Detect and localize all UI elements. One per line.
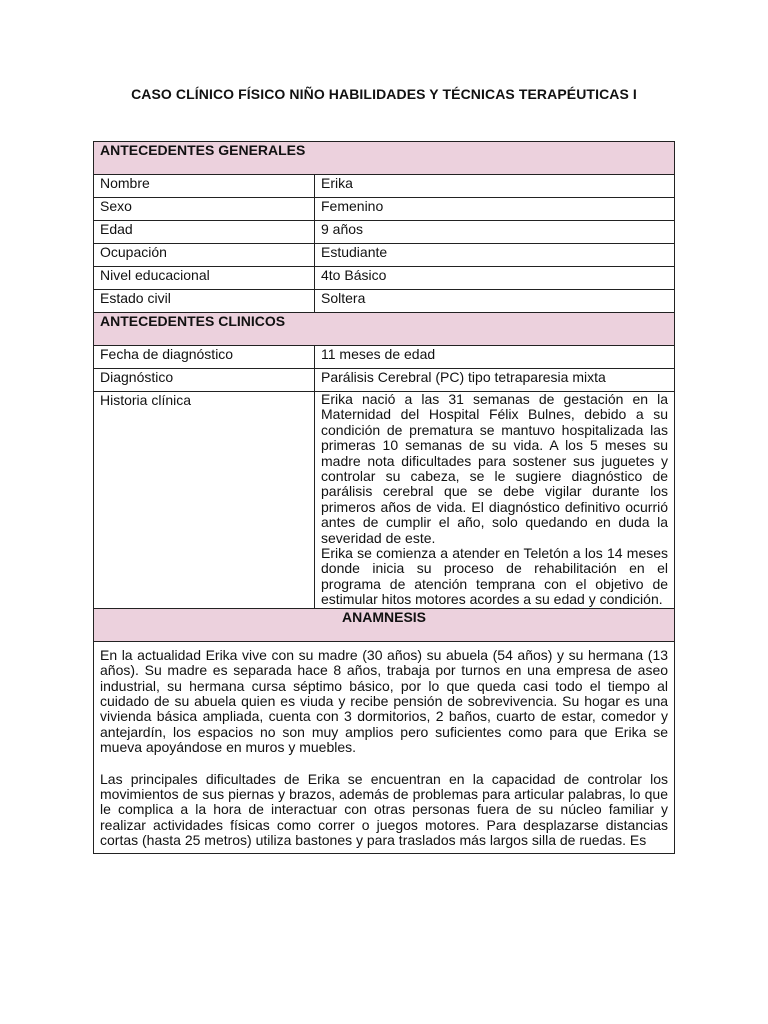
field-label: Sexo	[94, 198, 315, 221]
field-label: Estado civil	[94, 290, 315, 313]
section-header-general	[94, 142, 675, 175]
field-label: Nivel educacional	[94, 267, 315, 290]
field-value: Parálisis Cerebral (PC) tipo tetraparesia mixta	[315, 369, 675, 392]
field-value: Soltera	[315, 290, 675, 313]
field-label: Diagnóstico	[94, 369, 315, 392]
table-row	[94, 244, 675, 267]
table-row	[94, 175, 675, 198]
table-row	[94, 346, 675, 369]
clinical-case-table	[93, 141, 675, 854]
table-row	[94, 198, 675, 221]
history-paragraph: Erika nació a las 31 semanas de gestación en la Maternidad del Hospital Félix Bulnes, debido a su condición de prematura se mantuvo hospitalizada las primeras 10 semanas de su vida. A los 5 meses su madre nota dificultades para sostener sus juguetes y controlar su cabeza, se le sugiere diagnóstico de parálisis cerebral que se debe vigilar durante los primeros años de vida. El diagnóstico definitivo ocurrió antes de cumplir el año, solo quedando en duda la severidad de este.	[321, 391, 669, 546]
anamnesis-paragraph: Las principales dificultades de Erika se encuentran en la capacidad de controlar los movimientos de sus piernas y brazos, además de problemas para articular palabras, lo que le complica a la hora de interactuar con otras personas fuera de su núcleo familiar y realizar actividades físicas como correr o juegos motores. Para desplazarse distancias cortas (hasta 25 metros) utiliza bastones y para traslados más largos silla de ruedas. Es	[100, 770, 669, 849]
section-title-general: ANTECEDENTES GENERALES	[94, 142, 675, 175]
field-value: Estudiante	[315, 244, 675, 267]
field-label: Edad	[94, 221, 315, 244]
field-value: Erika	[315, 175, 675, 198]
field-label: Ocupación	[94, 244, 315, 267]
section-header-anamnesis	[94, 608, 675, 641]
anamnesis-row	[94, 641, 675, 853]
field-label: Nombre	[94, 175, 315, 198]
anamnesis-paragraph: En la actualidad Erika vive con su madre (30 años) su abuela (54 años) y su hermana (13 años). Su madre es separada hace 8 años, trabaja por turnos en una empresa de aseo industrial, su hermana cursa séptimo básico, por lo que queda casi todo el tiempo al cuidado de su abuela quien es viuda y recibe pensión de sobrevivencia. Su hogar es una vivienda básica ampliada, cuenta con 3 dormitorios, 2 baños, cuarto de estar, comedor y antejardín, los espacios no son muy amplios pero suficientes como para que Erika se mueva apoyándose en muros y muebles.	[100, 646, 669, 756]
table-row	[94, 369, 675, 392]
field-value: 4to Básico	[315, 267, 675, 290]
field-label: Historia clínica	[94, 392, 315, 609]
table-row	[94, 221, 675, 244]
section-title-clinical: ANTECEDENTES CLINICOS	[94, 313, 675, 346]
clinical-history-row	[94, 392, 675, 609]
clinical-history-text	[315, 392, 675, 609]
table-row	[94, 267, 675, 290]
field-value: Femenino	[315, 198, 675, 221]
field-value: 11 meses de edad	[315, 346, 675, 369]
document-title: CASO CLÍNICO FÍSICO NIÑO HABILIDADES Y TÉCNICAS TERAPÉUTICAS I	[131, 86, 637, 102]
history-paragraph: Erika se comienza a atender en Teletón a los 14 meses donde inicia su proceso de rehabilitación en el programa de atención temprana con el objetivo de estimular hitos motores acordes a su edad y condición.	[321, 545, 669, 608]
table-row	[94, 290, 675, 313]
section-title-anamnesis: ANAMNESIS	[94, 608, 675, 641]
section-header-clinical	[94, 313, 675, 346]
field-label: Fecha de diagnóstico	[94, 346, 315, 369]
anamnesis-text	[94, 641, 675, 853]
field-value: 9 años	[315, 221, 675, 244]
